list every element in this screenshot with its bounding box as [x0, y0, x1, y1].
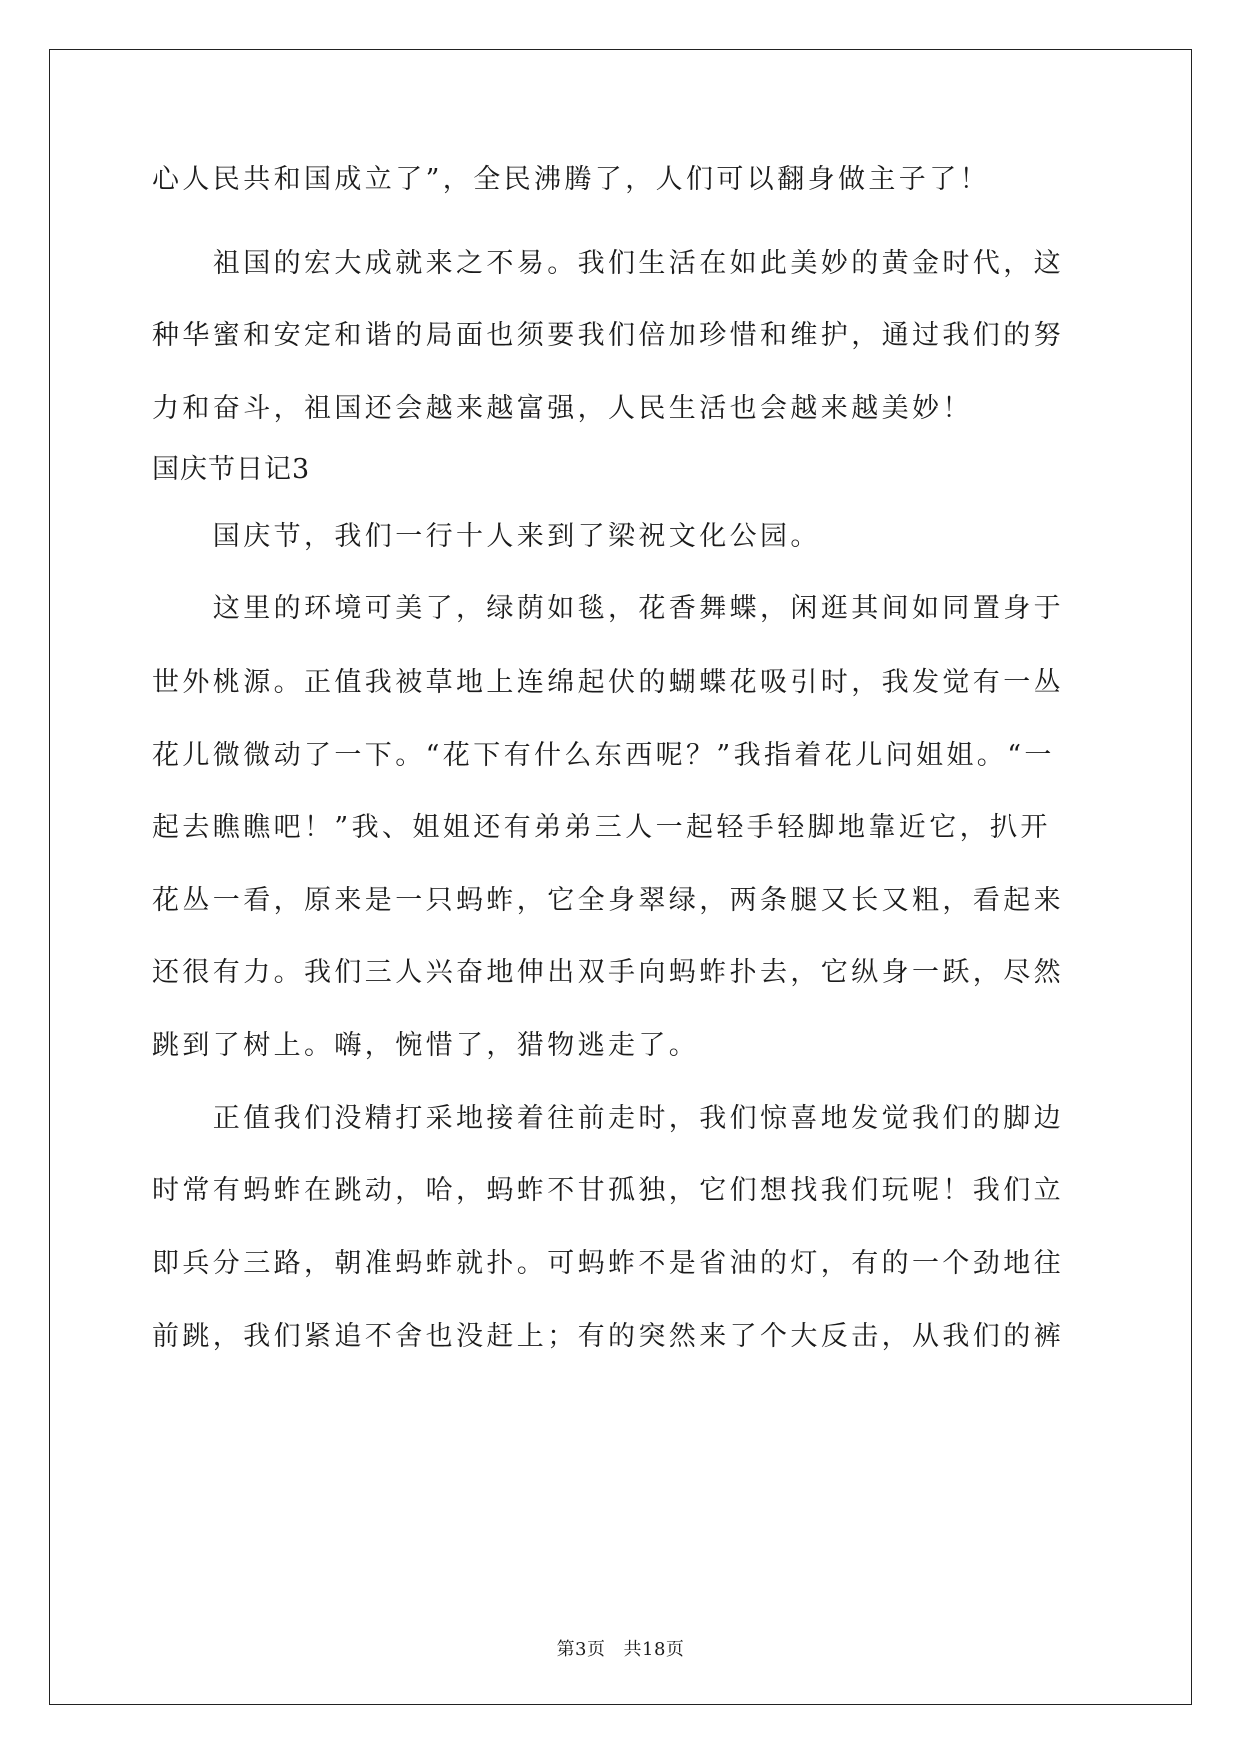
text-line: 力和奋斗，祖国还会越来越富强，人民生活也会越来越美妙！ — [152, 393, 973, 424]
text-line: 跳到了树上。嗨，惋惜了，猎物逃走了。 — [152, 1030, 700, 1061]
text-line: 花儿微微动了一下。“花下有什么东西呢？”我指着花儿问姐姐。“一 — [152, 740, 1055, 771]
text-line: 这里的环境可美了，绿荫如毯，花香舞蝶，闲逛其间如同置身于 — [152, 593, 1064, 624]
text-line: 前跳，我们紧追不舍也没赶上；有的突然来了个大反击，从我们的裤 — [152, 1321, 1064, 1352]
text-line: 世外桃源。正值我被草地上连绵起伏的蝴蝶花吸引时，我发觉有一丛 — [152, 667, 1064, 698]
page-footer — [0, 1638, 1241, 1662]
text-line: 还很有力。我们三人兴奋地伸出双手向蚂蚱扑去，它纵身一跃，尽然 — [152, 957, 1064, 988]
text-line: 国庆节，我们一行十人来到了梁祝文化公园。 — [152, 521, 821, 552]
page-border — [49, 49, 1192, 1705]
text-line: 即兵分三路，朝准蚂蚱就扑。可蚂蚱不是省油的灯，有的一个劲地往 — [152, 1248, 1064, 1279]
page-number: 第3页 — [556, 1639, 606, 1660]
text-line: 正值我们没精打采地接着往前走时，我们惊喜地发觉我们的脚边 — [152, 1103, 1064, 1134]
text-line: 起去瞧瞧吧！”我、姐姐还有弟弟三人一起轻手轻脚地靠近它，扒开 — [152, 812, 1051, 843]
text-line: 时常有蚂蚱在跳动，哈，蚂蚱不甘孤独，它们想找我们玩呢！我们立 — [152, 1175, 1064, 1206]
text-line: 花丛一看，原来是一只蚂蚱，它全身翠绿，两条腿又长又粗，看起来 — [152, 885, 1064, 916]
text-line: 祖国的宏大成就来之不易。我们生活在如此美妙的黄金时代，这 — [152, 248, 1064, 279]
text-line: 心人民共和国成立了”，全民沸腾了，人们可以翻身做主子了！ — [152, 164, 991, 195]
page-total: 共18页 — [623, 1639, 685, 1660]
text-line: 种华蜜和安定和谐的局面也须要我们倍加珍惜和维护，通过我们的努 — [152, 320, 1064, 351]
section-heading: 国庆节日记3 — [152, 454, 311, 485]
